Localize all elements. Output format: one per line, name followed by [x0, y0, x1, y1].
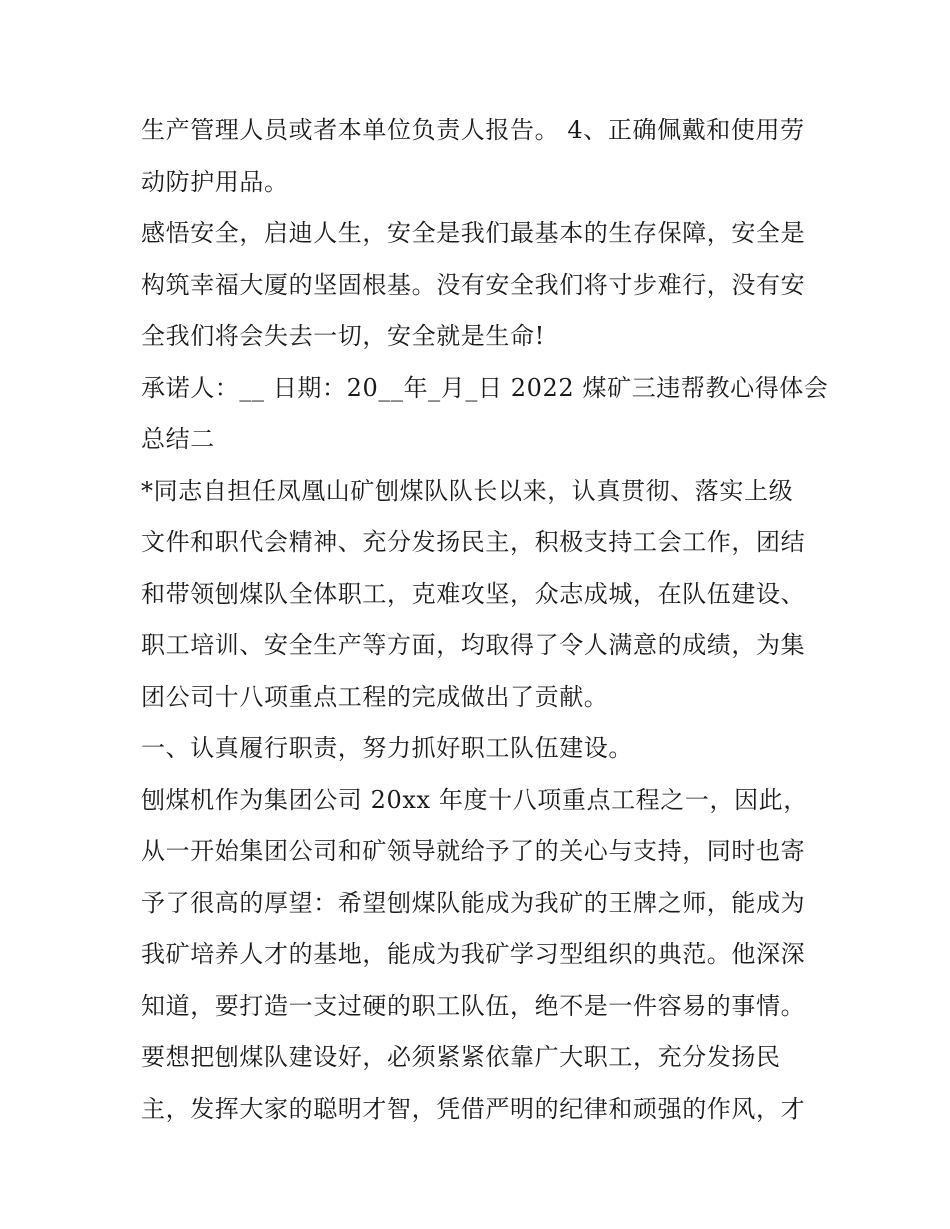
text-line: 知道，要打造一支过硬的职工队伍，绝不是一件容易的事情。	[141, 991, 806, 1020]
text-line: 动防护用品。	[141, 167, 289, 196]
text-line: 一、认真履行职责，努力抓好职工队伍建设。	[141, 734, 633, 762]
text-line: 生产管理人员或者本单位负责人报告。 4、正确佩戴和使用劳	[141, 116, 805, 144]
text-line: 要想把刨煤队建设好，必须紧紧依靠广大职工，充分发扬民	[141, 1043, 781, 1071]
text-line: 刨煤机作为集团公司 20xx 年度十八项重点工程之一，因此，	[141, 785, 808, 814]
text-line: 承诺人：__ 日期：20__年_月_日 2022 煤矿三违帮教心得体会	[141, 373, 829, 402]
text-line: 构筑幸福大厦的坚固根基。没有安全我们将寸步难行，没有安	[141, 270, 806, 299]
text-line: 职工培训、安全生产等方面，均取得了令人满意的成绩，为集	[141, 631, 806, 659]
text-line: 文件和职代会精神、充分发扬民主，积极支持工会工作，团结	[141, 528, 806, 556]
text-line: 我矿培养人才的基地，能成为我矿学习型组织的典范。他深深	[141, 940, 806, 968]
text-line: 主，发挥大家的聪明才智，凭借严明的纪律和顽强的作风，才	[141, 1094, 806, 1123]
text-line: 团公司十八项重点工程的完成做出了贡献。	[141, 682, 609, 711]
text-line: *同志自担任凤凰山矿刨煤队队长以来，认真贯彻、落实上级	[141, 476, 794, 505]
text-line: 予了很高的厚望：希望刨煤队能成为我矿的王牌之师，能成为	[141, 888, 806, 917]
text-line: 和带领刨煤队全体职工，克难攻坚，众志成城，在队伍建设、	[141, 579, 806, 608]
document-body	[141, 105, 831, 1135]
text-line: 感悟安全，启迪人生，安全是我们最基本的生存保障，安全是	[141, 219, 806, 247]
text-line: 从一开始集团公司和矿领导就给予了的关心与支持，同时也寄	[141, 837, 806, 865]
text-line: 总结二	[141, 425, 215, 453]
text-line: 全我们将会失去一切，安全就是生命!	[141, 322, 545, 350]
